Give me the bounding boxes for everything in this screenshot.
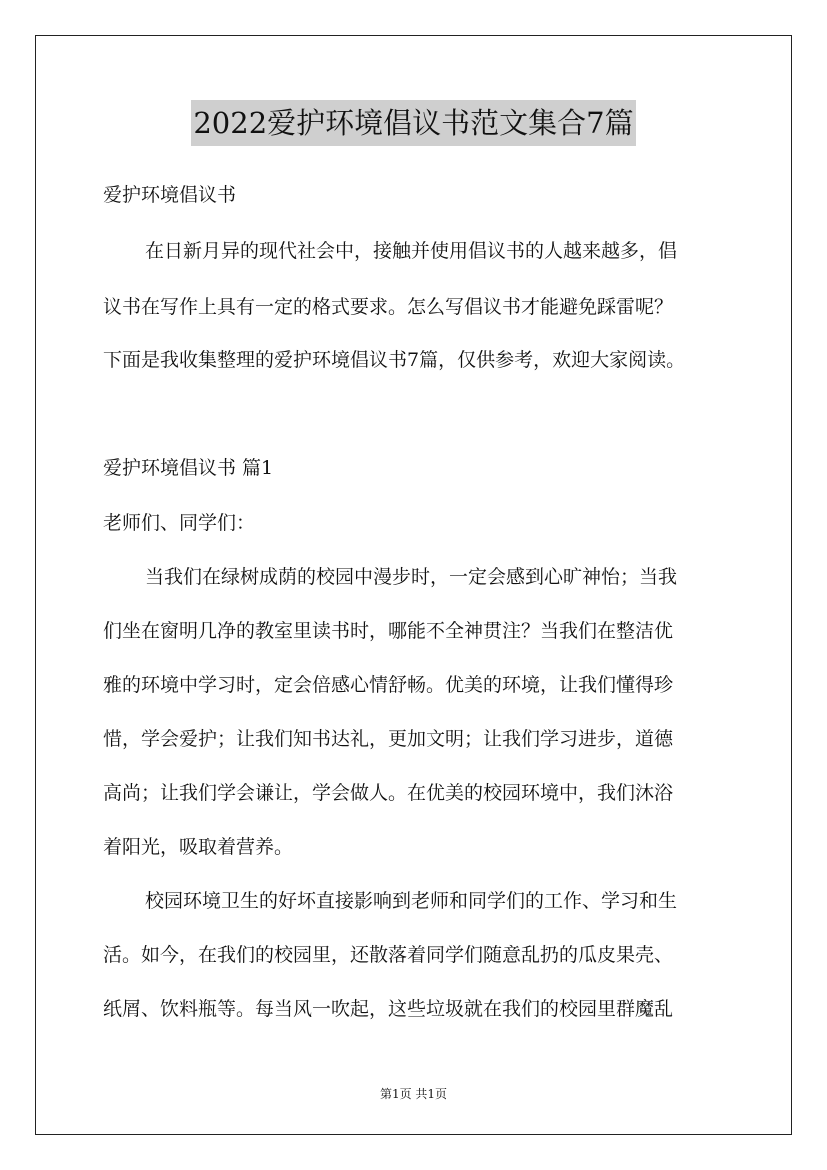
paragraph1-line: 当我们在绿树成荫的校园中漫步时，一定会感到心旷神怡；当我 <box>145 566 678 588</box>
intro-line: 下面是我收集整理的爱护环境倡议书7篇，仅供参考，欢迎大家阅读。 <box>103 349 686 371</box>
paragraph2-line: 纸屑、饮料瓶等。每当风一吹起，这些垃圾就在我们的校园里群魔乱 <box>103 998 674 1020</box>
paragraph2-line: 活。如今，在我们的校园里，还散落着同学们随意乱扔的瓜皮果壳、 <box>103 944 674 966</box>
paragraph1-line: 们坐在窗明几净的教室里读书时，哪能不全神贯注？当我们在整洁优 <box>103 620 674 642</box>
salutation: 老师们、同学们： <box>103 512 256 534</box>
paragraph2-line: 校园环境卫生的好坏直接影响到老师和同学们的工作、学习和生 <box>145 890 678 912</box>
intro-line: 议书在写作上具有一定的格式要求。怎么写倡议书才能避免踩雷呢？ <box>103 296 674 318</box>
title-container <box>0 100 827 146</box>
page-footer: 第1页 共1页 <box>379 1087 448 1101</box>
paragraph1-line: 雅的环境中学习时，定会倍感心情舒畅。优美的环境，让我们懂得珍 <box>103 674 674 696</box>
paragraph1-line: 着阳光，吸取着营养。 <box>103 836 294 858</box>
paragraph1-line: 惜，学会爱护；让我们知书达礼，更加文明；让我们学习进步，道德 <box>103 728 674 750</box>
paragraph1-line: 高尚；让我们学会谦让，学会做人。在优美的校园环境中，我们沐浴 <box>103 782 674 804</box>
document-title: 2022爱护环境倡议书范文集合7篇 <box>191 100 635 146</box>
intro-line: 在日新月异的现代社会中，接触并使用倡议书的人越来越多，倡 <box>145 240 678 262</box>
section-heading: 爱护环境倡议书 篇1 <box>103 457 274 479</box>
intro-heading: 爱护环境倡议书 <box>103 184 237 206</box>
